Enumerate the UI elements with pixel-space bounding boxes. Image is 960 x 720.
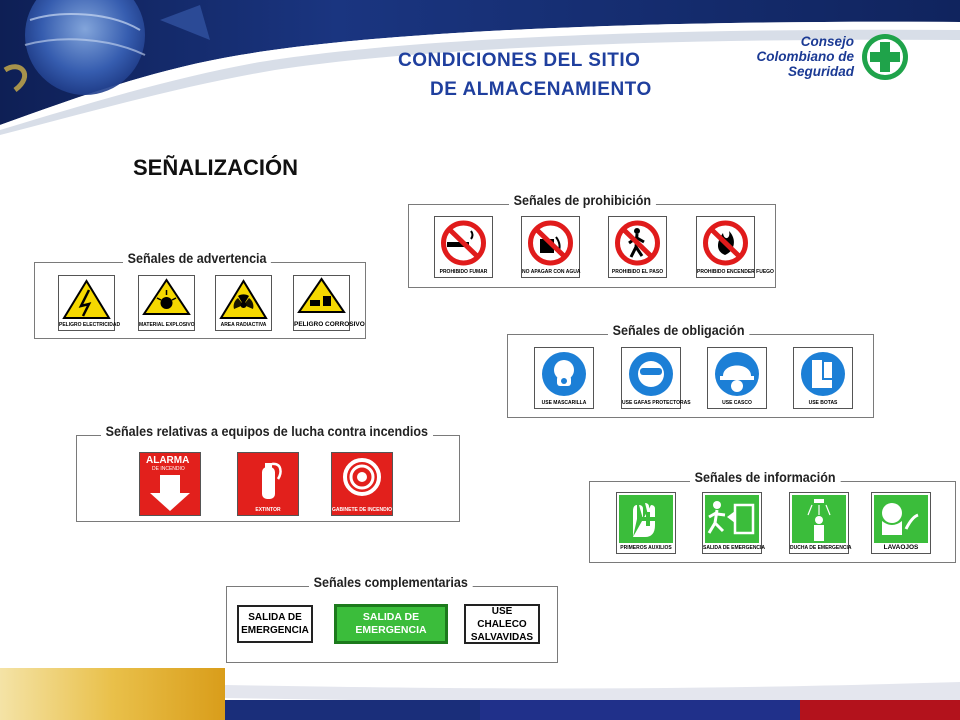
sign-caption: PELIGRO ELECTRICIDAD — [59, 321, 121, 328]
arrow-down-icon — [140, 453, 200, 515]
sign-caption: GABINETE DE INCENDIO — [332, 506, 393, 513]
group-obligacion — [507, 323, 874, 418]
group-title: Señales de obligación — [608, 323, 749, 338]
sign-caption: PELIGRO CORROSIVO — [294, 321, 365, 328]
sign-caption: MATERIAL EXPLOSIVO — [139, 321, 195, 328]
sign-alarma-incendio — [139, 452, 201, 516]
sign-caption: LAVAOJOS — [883, 544, 919, 551]
sign-use-casco — [707, 347, 767, 409]
group-advertencia — [34, 251, 366, 339]
sign-area-radiactiva — [215, 275, 272, 331]
sign-caption: DUCHA DE EMERGENCIA — [790, 544, 852, 551]
sign-caption: PROHIBIDO ENCENDER FUEGO — [697, 268, 774, 275]
sign-caption: USE BOTAS — [808, 399, 838, 406]
group-title: Señales de prohibición — [509, 193, 656, 208]
sign-use-gafas — [621, 347, 691, 409]
group-title: Señales de advertencia — [123, 251, 271, 266]
sign-caption: USE CASCO — [722, 399, 752, 406]
logo-line: Consejo — [800, 34, 854, 49]
group-title: Señales relativas a equipos de lucha contra incendios — [101, 424, 433, 439]
sign-prohibido-encender-fuego — [696, 216, 774, 278]
sign-caption: EXTINTOR — [255, 506, 281, 513]
header-title-line1: CONDICIONES DEL SITIO — [398, 50, 641, 71]
sign-peligro-corrosivo — [293, 275, 365, 331]
sign-material-explosivo — [138, 275, 195, 331]
logo-line: Seguridad — [787, 64, 854, 79]
sign-caption: PROHIBIDO FUMAR — [439, 268, 488, 275]
sign-caption: PROHIBIDO EL PASO — [611, 268, 664, 275]
logo-line: Colombiano de — [756, 49, 854, 64]
group-incendios — [76, 424, 460, 522]
green-cross-icon — [860, 32, 910, 82]
group-complementarias — [226, 575, 558, 663]
sign-primeros-auxilios — [616, 492, 676, 554]
sign-gabinete-incendio — [331, 452, 393, 516]
sign-no-apagar-con-agua — [521, 216, 580, 278]
sign-use-chaleco-salvavidas: USE CHALECO SALVAVIDAS — [464, 604, 540, 644]
header-title-line2: DE ALMACENAMIENTO — [430, 79, 652, 100]
sign-prohibido-el-paso — [608, 216, 667, 278]
sign-salida-emergencia-green: SALIDA DE EMERGENCIA — [334, 604, 448, 644]
sign-caption: AREA RADIACTIVA — [220, 321, 267, 328]
sign-extintor — [237, 452, 299, 516]
group-prohibicion — [408, 193, 776, 288]
footer-band — [0, 660, 960, 720]
sign-caption: USE GAFAS PROTECTORAS — [622, 399, 691, 406]
sign-salida-emergencia-text: SALIDA DE EMERGENCIA — [237, 605, 313, 643]
sign-caption: USE MASCARILLA — [541, 399, 587, 406]
sign-ducha-emergencia — [789, 492, 852, 554]
sign-caption: NO APAGAR CON AGUA — [522, 268, 581, 275]
sign-use-botas — [793, 347, 853, 409]
alarm-label: ALARMA — [146, 455, 190, 466]
sign-lavaojos — [871, 492, 931, 554]
sign-caption: SALIDA DE EMERGENCIA — [703, 544, 766, 551]
sign-peligro-electricidad — [58, 275, 121, 331]
logo-text — [744, 34, 854, 79]
group-title: Señales de información — [690, 470, 840, 485]
sign-salida-emergencia — [702, 492, 766, 554]
alarm-sublabel: DE INCENDIO — [152, 466, 185, 472]
group-informacion — [589, 470, 956, 563]
sign-use-mascarilla — [534, 347, 594, 409]
group-title: Señales complementarias — [309, 575, 473, 590]
section-title: SEÑALIZACIÓN — [133, 155, 298, 180]
sign-caption: PRIMEROS AUXILIOS — [620, 544, 672, 551]
sign-prohibido-fumar — [434, 216, 493, 278]
